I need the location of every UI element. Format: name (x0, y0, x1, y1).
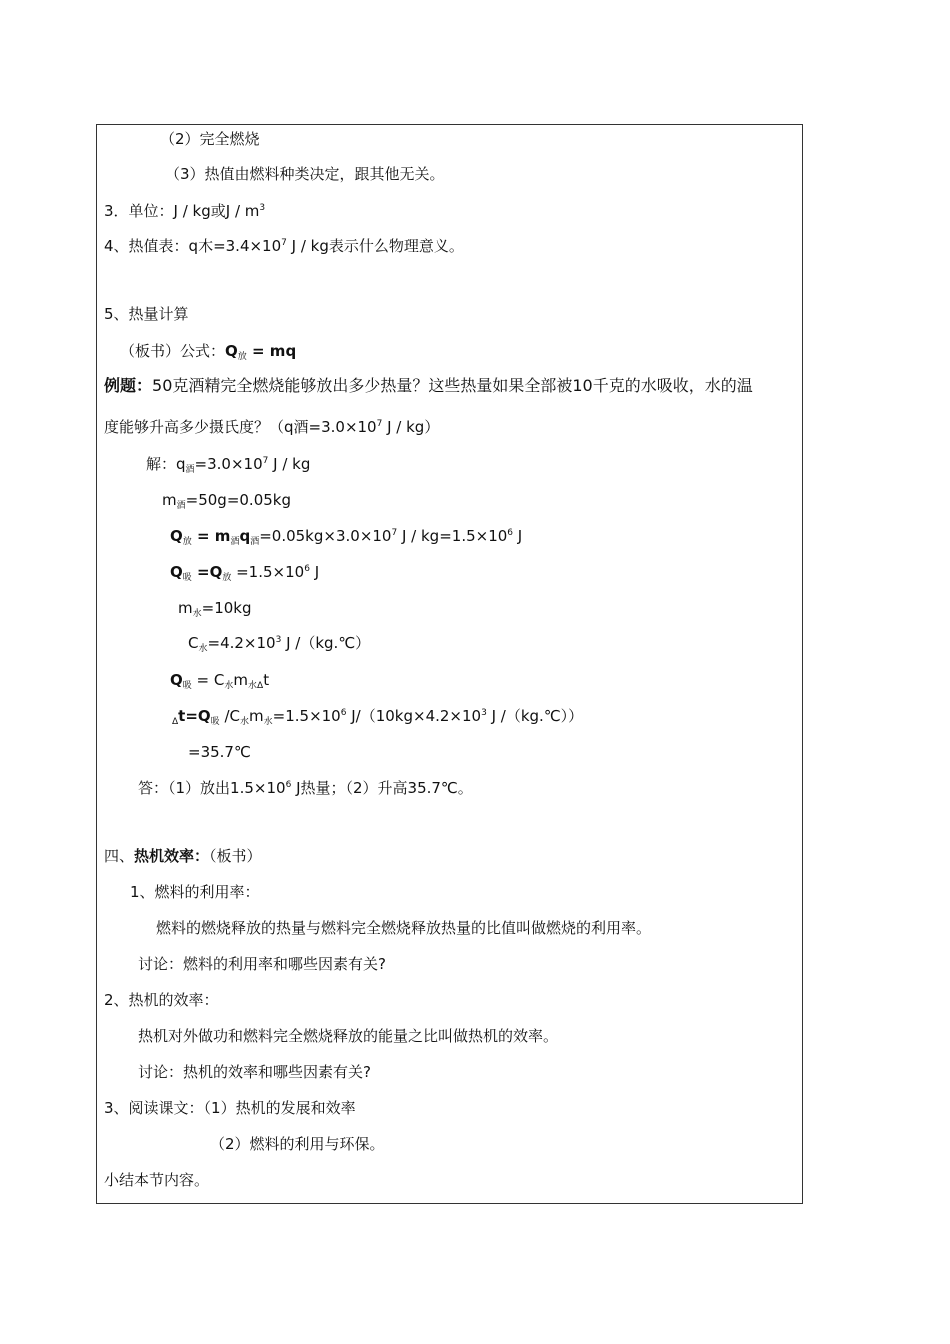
fuel-utilization-discussion: 讨论：燃料的利用率和哪些因素有关? (138, 955, 386, 973)
heat-value-point-2: （2）完全燃烧 (160, 130, 260, 148)
solution-step-6: $C_水=4.2\times 10^3$ J /（kg.℃） (188, 634, 371, 654)
example-problem-line-2: 度能够升高多少摄氏度？（q酒$=3.0\times 10^7$ J / kg） (104, 418, 440, 436)
heat-value-point-3: （3）热值由燃料种类决定，跟其他无关。 (165, 165, 445, 183)
engine-efficiency-definition: 热机对外做功和燃料完全燃烧释放的能量之比叫做热机的效率。 (138, 1027, 559, 1045)
answer-line: 答：（1）放出$1.5\times 10^6$ J热量；（2）升高35.7℃。 (138, 779, 473, 797)
reading-assignment-item-2: （2）燃料的利用与环保。 (210, 1135, 385, 1153)
solution-step-2: $m_酒=50g=0.05kg$ (162, 491, 291, 511)
solution-step-5: $m_水=10kg$ (178, 599, 252, 619)
example-problem-line-1: 例题：50克酒精完全燃烧能够放出多少热量？这些热量如果全部被10千克的水吸收，水的温 (104, 376, 753, 395)
unit-line: 3．单位：J / kg或J / $m^3$ (104, 202, 266, 220)
fuel-utilization-heading: 1、燃料的利用率： (130, 883, 260, 901)
solution-step-7: $Q_吸 = C_水m_{水\Delta}t$ (170, 671, 270, 691)
summary-line: 小结本节内容。 (104, 1171, 210, 1189)
engine-efficiency-heading: 2、热机的效率： (104, 991, 219, 1009)
section-4-heading: 四、热机效率：（板书） (104, 847, 262, 865)
heat-calculation-heading: 5、热量计算 (104, 305, 189, 323)
solution-step-4: $Q_吸 =Q_放 =1.5\times 10^6$ J (170, 563, 320, 583)
solution-step-1: 解：$q_酒=3.0\times 10^7$ J / kg (146, 455, 311, 475)
solution-step-8: $_\Delta t=Q_吸$ $/C_水m_水=1.5\times 10^6$ $J/(10kg\times 4.2\times 10^3$ J /（kg.℃）） (172, 707, 584, 727)
formula-line: （板书）公式：$Q_放$ = mq (120, 342, 297, 362)
engine-efficiency-discussion: 讨论：热机的效率和哪些因素有关? (138, 1063, 371, 1081)
heat-value-table-line: 4、热值表：q木$=3.4\times 10^7$ J / kg表示什么物理意义。 (104, 237, 464, 255)
solution-step-3: $Q_放 = m_酒q_酒=0.05kg\times 3.0\times 10^7$ $J / kg=1.5\times 10^6$ J (170, 527, 523, 547)
solution-step-9: =35.7℃ (188, 743, 251, 761)
reading-assignment: 3、阅读课文：（1）热机的发展和效率 (104, 1099, 356, 1117)
fuel-utilization-definition: 燃料的燃烧释放的热量与燃料完全燃烧释放热量的比值叫做燃烧的利用率。 (156, 919, 652, 937)
